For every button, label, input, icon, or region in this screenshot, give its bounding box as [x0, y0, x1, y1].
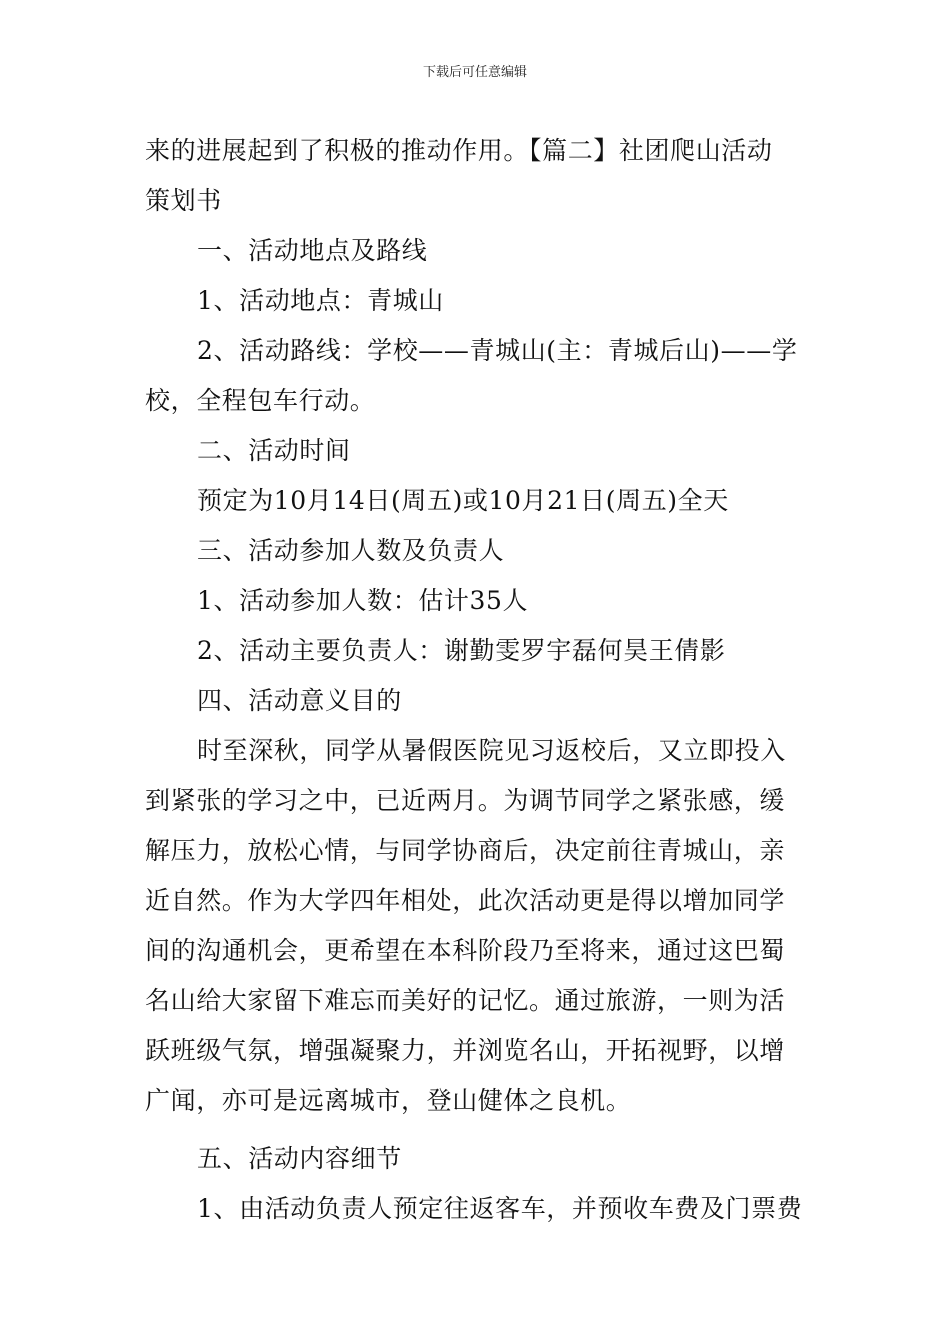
paragraph-line: 名山给大家留下难忘而美好的记忆。通过旅游，一则为活: [145, 986, 786, 1015]
paragraph-line: 间的沟通机会，更希望在本科阶段乃至将来，通过这巴蜀: [145, 936, 786, 965]
section-heading: 三、活动参加人数及负责人: [197, 536, 505, 565]
paragraph-line: 校，全程包车行动。: [145, 386, 376, 415]
paragraph-line: 1、活动参加人数：估计35人: [197, 586, 529, 615]
paragraph-gap: [145, 1126, 805, 1134]
paragraph-line: 近自然。作为大学四年相处，此次活动更是得以增加同学: [145, 886, 786, 915]
paragraph-line: 预定为10月14日(周五)或10月21日(周五)全天: [197, 486, 729, 515]
paragraph-line: 时至深秋，同学从暑假医院见习返校后，又立即投入: [197, 736, 786, 765]
section-heading: 四、活动意义目的: [197, 686, 402, 715]
section-heading: 二、活动时间: [197, 436, 351, 465]
page-header-note: 下载后可任意编辑: [422, 65, 527, 80]
paragraph-line: 广闻，亦可是远离城市，登山健体之良机。: [145, 1086, 632, 1115]
paragraph-line: 2、活动主要负责人：谢勤雯罗宇磊何昊王倩影: [197, 636, 726, 665]
section-heading: 一、活动地点及路线: [197, 236, 428, 265]
paragraph-line: 2、活动路线：学校——青城山(主：青城后山)——学: [197, 336, 798, 365]
paragraph-line: 跃班级气氛，增强凝聚力，并浏览名山，开拓视野，以增: [145, 1036, 786, 1065]
paragraph-line: 策划书: [145, 186, 222, 215]
section-heading: 五、活动内容细节: [197, 1144, 402, 1173]
paragraph-line: 1、由活动负责人预定往返客车，并预收车费及门票费: [197, 1194, 803, 1223]
paragraph-line: 1、活动地点：青城山: [197, 286, 444, 315]
paragraph-line: 来的进展起到了积极的推动作用。【篇二】社团爬山活动: [145, 136, 773, 165]
paragraph-line: 解压力，放松心情，与同学协商后，决定前往青城山，亲: [145, 836, 786, 865]
paragraph-line: 到紧张的学习之中，已近两月。为调节同学之紧张感，缓: [145, 786, 786, 815]
document-body: [145, 126, 805, 1234]
